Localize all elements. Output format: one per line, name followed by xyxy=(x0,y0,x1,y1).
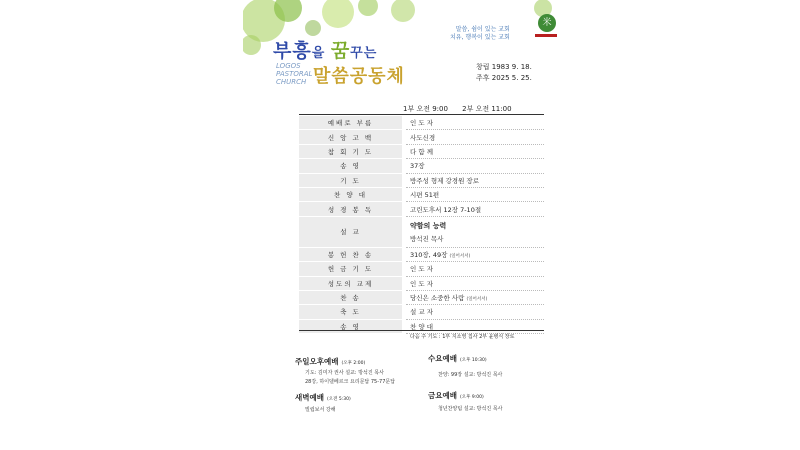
order-value-text: 시편 51편 xyxy=(410,191,440,200)
order-row xyxy=(299,319,544,333)
order-note: (일어서서) xyxy=(449,253,471,259)
dawn-service-line1: 빌립보서 강해 xyxy=(305,407,336,413)
order-row xyxy=(299,290,544,304)
sermon-title: 약함의 능력 xyxy=(410,221,447,230)
sunday-afternoon-title: 주일오후예배 (오후 2:00) xyxy=(295,357,366,366)
order-value-text: 방주성 형제 강경원 장로 xyxy=(410,176,479,185)
order-value xyxy=(406,276,544,290)
order-label: 신 앙 고 백 xyxy=(299,130,402,144)
order-value xyxy=(406,247,544,261)
order-label: 찬 양 대 xyxy=(299,187,402,201)
sunday-afternoon-line1: 기도: 김미자 권사 설교: 방석진 목사 xyxy=(305,370,384,376)
order-row xyxy=(299,216,544,247)
order-label: 봉 헌 찬 송 xyxy=(299,247,402,261)
divider xyxy=(299,330,544,331)
title-sub: 말씀공동체 xyxy=(313,66,405,87)
order-label: 송 영 xyxy=(299,319,402,333)
order-label: 설 교 xyxy=(299,216,402,247)
first-service-time: 1부 오전 9:00 xyxy=(403,105,448,113)
order-value-text: 설 교 자 xyxy=(410,308,433,317)
order-label: 성도의 교제 xyxy=(299,276,402,290)
second-service-time: 2부 오전 11:00 xyxy=(462,105,512,113)
order-value xyxy=(406,116,544,130)
order-value-text: 37장 xyxy=(410,162,425,171)
dawn-service-title: 새벽예배 (오전 5:30) xyxy=(295,393,351,402)
order-label: 헌 금 기 도 xyxy=(299,262,402,276)
order-value xyxy=(406,290,544,304)
order-row xyxy=(299,276,544,290)
order-label: 참 회 기 도 xyxy=(299,144,402,158)
order-value-text: 당신은 소중한 사람 xyxy=(410,294,465,303)
order-value xyxy=(406,262,544,276)
bulletin-date: 주후 2025 5. 25. xyxy=(476,74,532,82)
order-row xyxy=(299,159,544,173)
bulletin-page xyxy=(243,0,558,450)
preacher: 방석진 목사 xyxy=(410,234,444,243)
order-label: 예배로 부름 xyxy=(299,116,402,130)
order-row xyxy=(299,187,544,201)
order-value xyxy=(406,173,544,187)
order-value xyxy=(406,319,544,333)
wednesday-service-line1: 찬양: 99장 설교: 방석진 목사 xyxy=(438,372,503,378)
order-row xyxy=(299,116,544,130)
order-label: 성 경 봉 독 xyxy=(299,202,402,216)
order-row xyxy=(299,144,544,158)
divider xyxy=(299,114,544,115)
order-note: (일어서서) xyxy=(466,297,488,303)
order-value xyxy=(406,144,544,158)
order-row xyxy=(299,262,544,276)
church-english-name: LOGOS PASTORAL CHURCH xyxy=(276,62,313,86)
church-logo: 米 xyxy=(538,14,556,32)
order-value xyxy=(406,305,544,319)
order-row xyxy=(299,247,544,261)
order-value xyxy=(406,187,544,201)
order-label: 축 도 xyxy=(299,305,402,319)
order-row xyxy=(299,173,544,187)
order-value-text: 사도신경 xyxy=(410,133,436,142)
order-value-text: 인 도 자 xyxy=(410,265,433,274)
wednesday-service-title: 수요예배 (오후 10:30) xyxy=(428,354,487,363)
order-value xyxy=(406,202,544,216)
order-of-worship xyxy=(299,116,544,334)
next-week-prayer: 다음 주 기도 : 1부 지소영 집사 2부 윤병식 장로 xyxy=(410,334,515,340)
order-value-text: 다 함 께 xyxy=(410,147,433,156)
founded-date: 창립 1983 9. 18. xyxy=(476,63,532,71)
order-value-text: 인 도 자 xyxy=(410,279,433,288)
order-value-text: 고린도후서 12장 7-10절 xyxy=(410,205,482,214)
order-value xyxy=(406,216,544,247)
service-times xyxy=(403,104,524,114)
order-value-text: 찬 양 대 xyxy=(410,322,433,331)
order-label: 찬 송 xyxy=(299,290,402,304)
order-label: 기 도 xyxy=(299,173,402,187)
friday-service-line1: 청년찬양팀 설교: 방석진 목사 xyxy=(438,406,503,412)
title-main: 부흥을 꿈꾸는 xyxy=(273,40,378,62)
church-motto: 말씀, 쉼이 있는 교회 치유, 행복이 있는 교회 xyxy=(450,26,510,41)
order-value xyxy=(406,159,544,173)
order-value xyxy=(406,130,544,144)
sunday-afternoon-line2: 28강, 하이델베르크 요리문답 75-77문답 xyxy=(305,379,396,385)
order-label: 송 영 xyxy=(299,159,402,173)
logo-caption-bar xyxy=(535,34,557,37)
order-value-text: 310장, 49장 xyxy=(410,250,448,259)
order-value-text: 인 도 자 xyxy=(410,119,433,128)
friday-service-title: 금요예배 (오후 9:00) xyxy=(428,391,484,400)
order-row xyxy=(299,202,544,216)
order-row xyxy=(299,305,544,319)
order-row xyxy=(299,130,544,144)
